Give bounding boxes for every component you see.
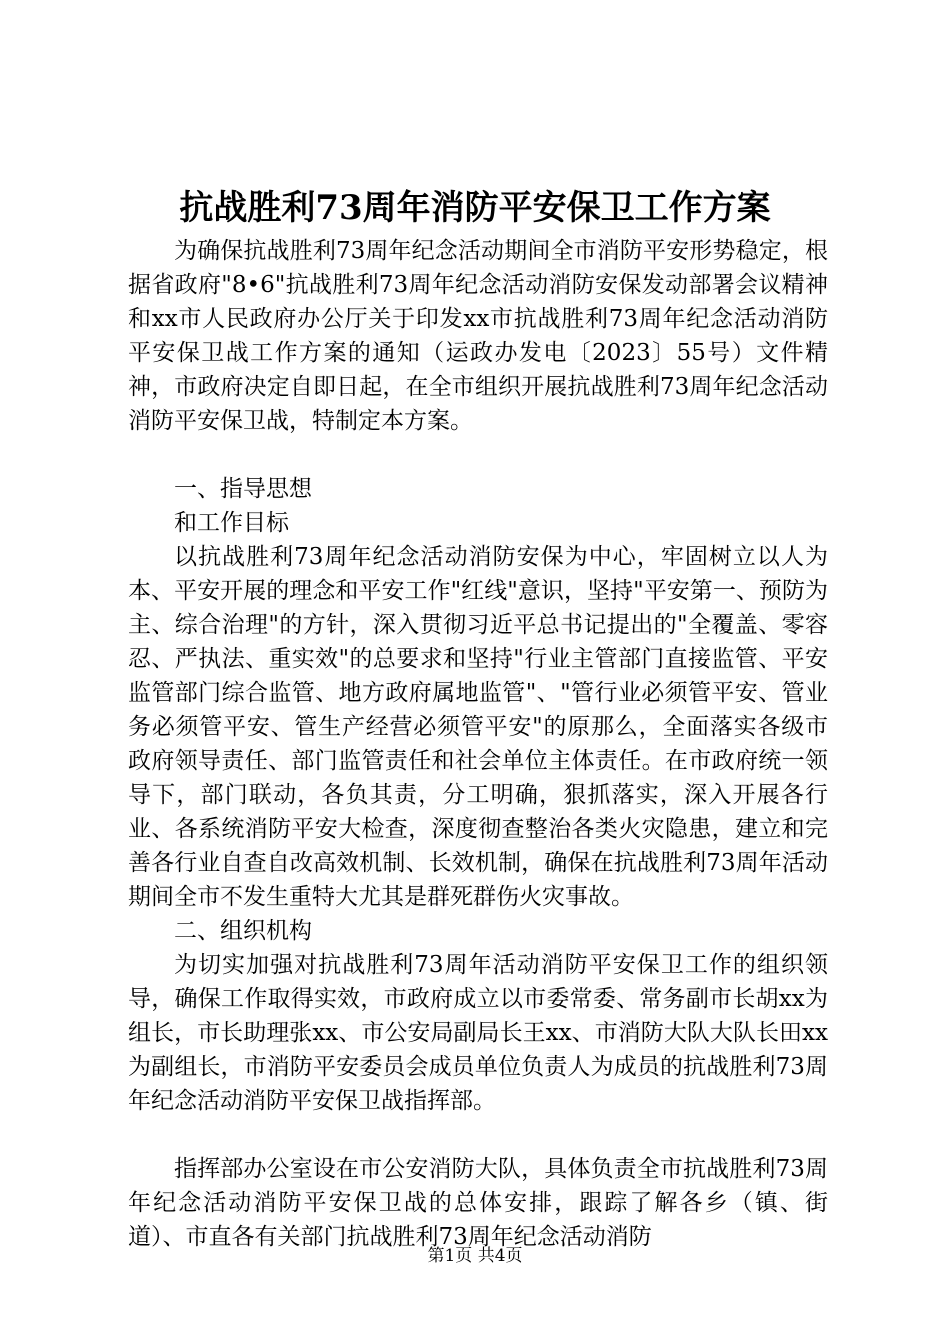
page-footer: 第1页 共4页 <box>427 1246 523 1266</box>
guiding-thought-paragraph: 以抗战胜利73周年纪念活动消防安保为中心，牢固树立以人为本、平安开展的理念和平安工作"红线"意识，坚持"平安第一、预防为主、综合治理"的方针，深入贯彻习近平总书记提出的"全覆盖、零容忍、严执法、重实效"的总要求和坚持"行业主管部门直接监管、平安监管部门综合监管、地方政府属地监管"、"管行业必须管平安、管业务必须管平安、管生产经营必须管平安"的原那么，全面落实各级市政府领导责任、部门监管责任和社会单位主体责任。在市政府统一领导下，部门联动，各负其责，分工明确，狠抓落实，深入开展各行业、各系统消防平安大检查，深度彻查整治各类火灾隐患，建立和完善各行业自查自改高效机制、长效机制，确保在抗战胜利73周年活动期间全市不发生重特大尤其是群死群伤火灾事故。 <box>128 544 828 910</box>
paragraph-gap <box>128 438 828 472</box>
intro-paragraph: 为确保抗战胜利73周年纪念活动期间全市消防平安形势稳定，根据省政府"8•6"抗战胜利73周年纪念活动消防安保发动部署会议精神和xx市人民政府办公厅关于印发xx市抗战胜利73周年纪念活动消防平安保卫战工作方案的通知（运政办发电〔2023〕55号）文件精神，市政府决定自即日起，在全市组织开展抗战胜利73周年纪念活动消防平安保卫战，特制定本方案。 <box>128 238 828 434</box>
organization-paragraph: 为切实加强对抗战胜利73周年活动消防平安保卫工作的组织领导，确保工作取得实效，市政府成立以市委常委、常务副市长胡xx为组长，市长助理张xx、市公安局副局长王xx、市消防大队大队长田xx为副组长，市消防平安委员会成员单位负责人为成员的抗战胜利73周年纪念活动消防平安保卫战指挥部。 <box>128 952 828 1114</box>
section-subheading-work-goals: 和工作目标 <box>174 510 289 536</box>
section-heading-organization: 二、组织机构 <box>174 918 312 944</box>
command-office-paragraph: 指挥部办公室设在市公安消防大队，具体负责全市抗战胜利73周年纪念活动消防平安保卫战的总体安排，跟踪了解各乡（镇、街道）、市直各有关部门抗战胜利73周年纪念活动消防 <box>128 1156 828 1250</box>
document-body <box>128 234 828 1254</box>
paragraph-gap <box>128 1118 828 1152</box>
document-title: 抗战胜利73周年消防平安保卫工作方案 <box>179 188 771 228</box>
section-heading-guiding-thought: 一、指导思想 <box>174 476 312 502</box>
